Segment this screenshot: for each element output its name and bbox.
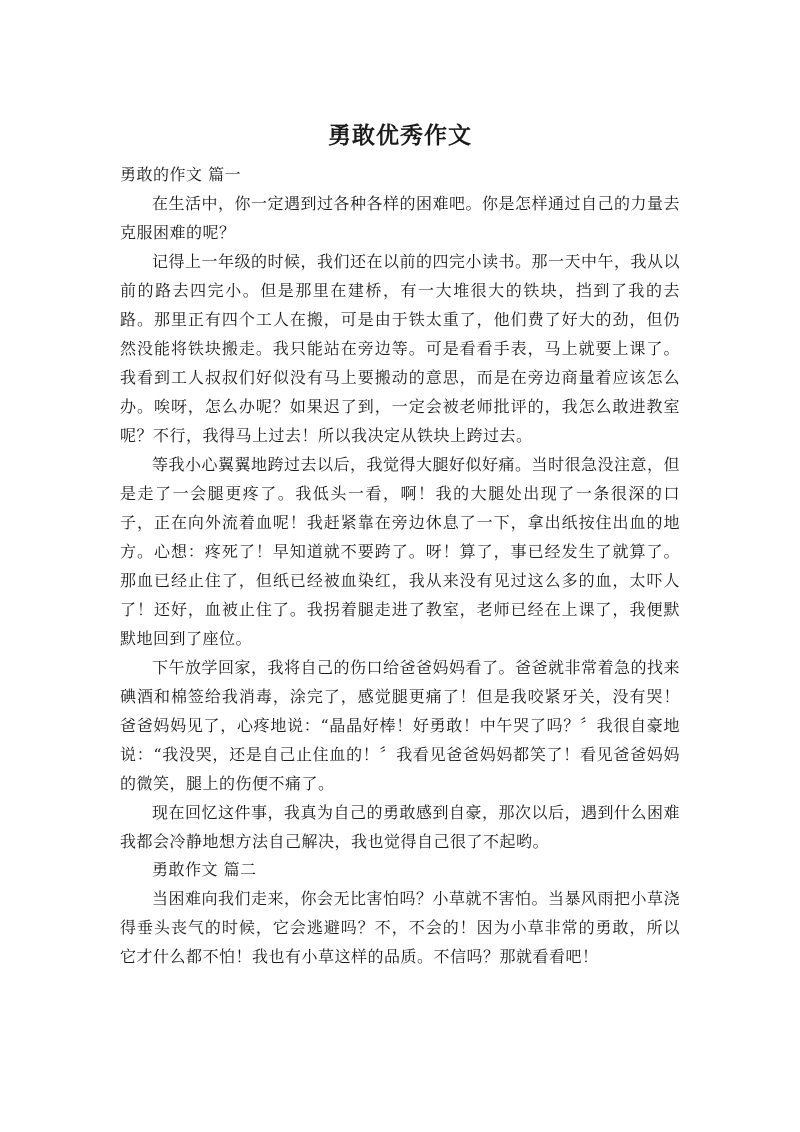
paragraph: 在生活中，你一定遇到过各种各样的困难吧。你是怎样通过自己的力量去克服困难的呢？ [120, 194, 681, 242]
document-title: 勇敢优秀作文 [328, 123, 472, 149]
section-heading-2: 勇敢作文 篇二 [152, 860, 257, 879]
paragraph: 现在回忆这件事，我真为自己的勇敢感到自豪，那次以后，遇到什么困难我都会冷静地想方法自己解决，我也觉得自己很了不起哟。 [120, 803, 681, 851]
paragraph: 记得上一年级的时候，我们还在以前的四完小读书。那一天中午，我从以前的路去四完小。但是那里在建桥，有一大堆很大的铁块，挡到了我的去路。那里正有四个工人在搬，可是由于铁太重了，他们费了好大的劲，但仍然没能将铁块搬走。我只能站在旁边等。可是看看手表，马上就要上课了。我看到工人叔叔们好似没有马上要搬动的意思，而是在旁边商量着应该怎么办。唉呀，怎么办呢？如果迟了到，一定会被老师批评的，我怎么敢进教室呢？不行，我得马上过去！所以我决定从铁块上跨过去。 [120, 252, 681, 445]
paragraph: 下午放学回家，我将自己的伤口给爸爸妈妈看了。爸爸就非常着急的找来碘酒和棉签给我消毒，涂完了，感觉腿更痛了！但是我咬紧牙关，没有哭！爸爸妈妈见了，心疼地说：“晶晶好棒！好勇敢！中午哭了吗？〞我很自豪地说：“我没哭，还是自己止住血的！〞我看见爸爸妈妈都笑了！看见爸爸妈妈的微笑，腿上的伤便不痛了。 [120, 658, 681, 793]
paragraph: 当困难向我们走来，你会无比害怕吗？小草就不害怕。当暴风雨把小草浇得垂头丧气的时候，它会逃避吗？不，不会的！因为小草非常的勇敢，所以它才什么都不怕！我也有小草这样的品质。不信吗？那就看看吧！ [120, 889, 681, 966]
section-heading-1: 勇敢的作文 篇一 [120, 165, 242, 184]
document-body [120, 161, 680, 971]
paragraph: 等我小心翼翼地跨过去以后，我觉得大腿好似好痛。当时很急没注意，但是走了一会腿更疼了。我低头一看，啊！我的大腿处出现了一条很深的口子，正在向外流着血呢！我赶紧靠在旁边休息了一下，拿出纸按住出血的地方。心想：疼死了！早知道就不要跨了。呀！算了，事已经发生了就算了。那血已经止住了，但纸已经被血染红，我从来没有见过这么多的血，太吓人了！还好，血被止住了。我拐着腿走进了教室，老师已经在上课了，我便默默地回到了座位。 [120, 455, 681, 648]
